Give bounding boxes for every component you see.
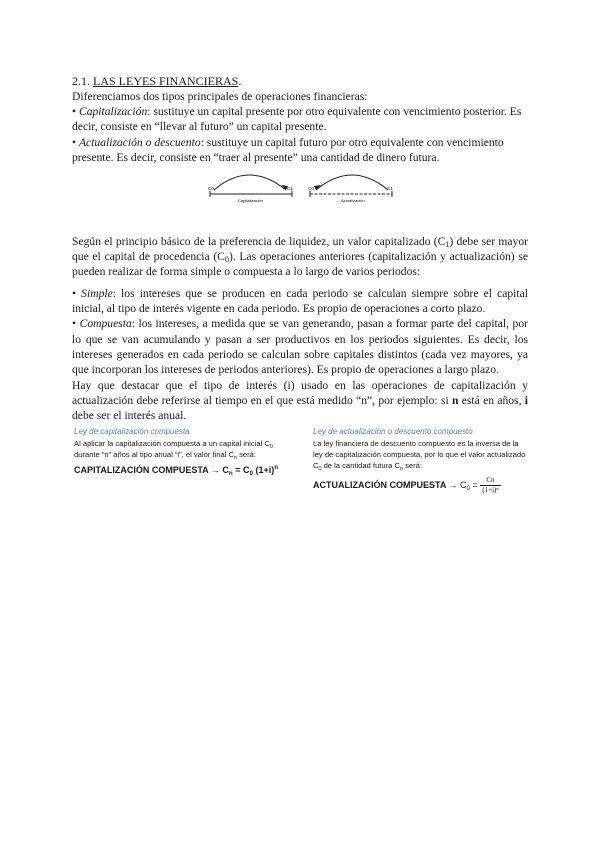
actualizacion-box-text: La ley financiera de descuento compuesto es la inversa de la ley de capitalización compuesta, por lo que el valor actualizado $C_0$ de la cantidad futura $C_n$ será: xyxy=(313,439,526,473)
section-title: 2.1. LAS LEYES FINANCIERAS. xyxy=(72,74,242,88)
type-capitalizacion: • Capitalización: sustituye un capital presente por otro equivalente con vencimiento posterior. Es decir, consiste en “llevar al futuro” un capital presente. xyxy=(72,105,522,134)
modes-block xyxy=(72,286,528,377)
actualizacion-diagram xyxy=(308,175,393,203)
diagram-left-caption: Capitalización xyxy=(238,198,263,203)
liquidity-paragraph: Según el principio básico de la preferencia de liquidez, un valor capitalizado $(C_1)$ debe ser mayor que el capital de procedencia $(C_0)$. Las operaciones anteriores (capitalización y actualización) se pueden realizar de forma simple o compuesta a lo largo de varios periodos: xyxy=(72,235,528,279)
diagram-right-caption: Actualización xyxy=(341,198,365,203)
capitalization-diagram xyxy=(202,164,398,206)
actualizacion-formula: ACTUALIZACIÓN COMPUESTA → $C_0$ = $\frac{Cn}{\text{(1+i)ⁿ}}$ xyxy=(313,475,499,494)
capitalizacion-compuesta-box xyxy=(74,426,300,477)
section-number: 2.1. xyxy=(72,74,90,88)
actualizacion-compuesta-box xyxy=(313,426,529,495)
intro-text: Diferenciamos dos tipos principales de operaciones financieras: xyxy=(72,90,368,103)
diagram-right-start-label: C0 xyxy=(308,186,314,191)
interest-rate-paragraph: Hay que destacar que el tipo de interés (i) usado en las operaciones de capitalización y actualización debe referirse al tiempo en el que está medido “n”, por ejemplo: si n está en años, i debe ser el interés anual. xyxy=(72,379,528,423)
capitalizacion-diagram xyxy=(208,175,293,203)
diagram-left-end-label: C1 xyxy=(287,186,293,191)
diagram-left-start-label: C0 xyxy=(208,186,214,191)
section-title-text: LAS LEYES FINANCIERAS xyxy=(93,74,239,88)
type-actualizacion: • Actualización o descuento: sustituye un capital futuro por otro equivalente con vencimiento presente. Es decir, consiste en “traer al presente” una cantidad de dinero futura. xyxy=(72,135,504,164)
capitalizacion-formula: CAPITALIZACIÓN COMPUESTA → $C_n = C_0$ $(1+i)^n$ xyxy=(74,464,279,478)
actualizacion-box-title: Ley de actualización o descuento compuesto xyxy=(313,427,473,436)
mode-compuesta: • Compuesta: los intereses, a medida que se van generando, pasan a formar parte del capital, por lo que se van acumulando y pasan a ser productivos en los periodos siguientes. Es decir, los intereses generados en cada periodo se calculan sobre capitales distintos (cada vez mayores, ya que incorporan los intereses de periodos anteriores). Es propio de operaciones a largo plazo. xyxy=(72,317,528,377)
diagram-right-end-label: C1 xyxy=(387,186,393,191)
actualizacion-fraction: $\frac{Cn}{\text{(1+i)ⁿ}}$ xyxy=(482,475,499,494)
arrow-icon: → xyxy=(448,479,458,490)
capitalizacion-box-title: Ley de capitalización compuesta xyxy=(74,427,190,436)
mode-simple: • Simple: los intereses que se producen en cada periodo se calculan siempre sobre el capital inicial, al tipo de interés vigente en cada periodo. Es propio de operaciones a corto plazo. xyxy=(72,287,528,316)
capitalizacion-box-text: Al aplicar la capitalización compuesta a un capital inicial $C_0$ durante “n” años al tipo anual “i”, el valor final $C_n$ será: xyxy=(74,439,273,462)
types-block xyxy=(72,89,528,165)
arrow-icon: → xyxy=(210,465,220,476)
